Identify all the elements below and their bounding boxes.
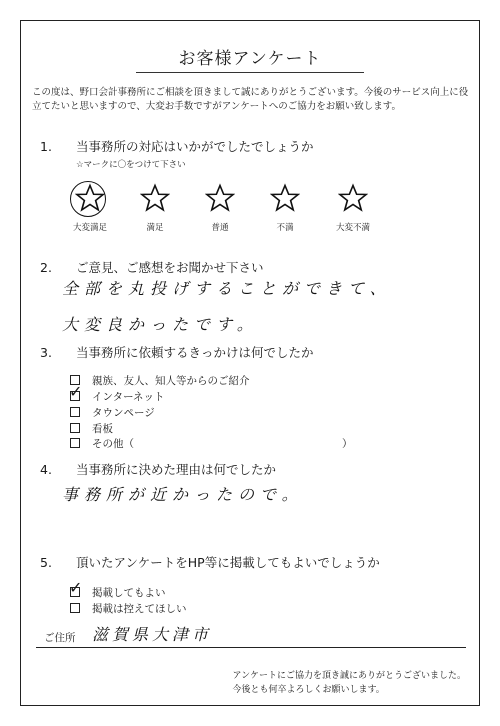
page-title: お客様アンケート bbox=[178, 49, 322, 69]
selection-circle bbox=[70, 181, 106, 217]
address-underline bbox=[36, 647, 466, 648]
check-mark-icon: ✓ bbox=[69, 578, 83, 597]
option-label: その他（ bbox=[92, 438, 134, 450]
star-icon bbox=[270, 183, 300, 213]
option-other-close: ） bbox=[342, 438, 353, 450]
question-2 bbox=[40, 258, 264, 276]
option-publish-ok[interactable] bbox=[69, 578, 166, 600]
rating-star-satisfied[interactable] bbox=[137, 183, 173, 219]
question-2-number: 2. bbox=[40, 260, 52, 275]
rating-label: 大変不満 bbox=[335, 223, 370, 233]
rating-label: 満足 bbox=[146, 223, 164, 233]
intro-text: この度は、野口会計事務所にご相談を頂きまして誠にありがとうございます。今後のサービス向上に役立てたいと思いますので、大変お手数ですがアンケートへのご協力をお願い致します。 bbox=[32, 87, 469, 112]
checkbox[interactable] bbox=[69, 578, 83, 597]
option-label: タウンページ bbox=[92, 407, 155, 419]
question-2-text: ご意見、ご感想をお聞かせ下さい bbox=[76, 260, 264, 275]
rating-label: 普通 bbox=[211, 223, 229, 233]
rating-label: 大変満足 bbox=[72, 223, 107, 233]
option-label: 親族、友人、知人等からのご紹介 bbox=[92, 375, 250, 387]
question-3 bbox=[40, 343, 314, 361]
option-referral[interactable] bbox=[70, 373, 250, 388]
checkbox[interactable] bbox=[69, 382, 83, 401]
checkbox[interactable] bbox=[70, 407, 80, 417]
question-3-number: 3. bbox=[40, 345, 52, 360]
option-publish-no[interactable] bbox=[70, 601, 187, 616]
rating-star-neutral[interactable] bbox=[202, 183, 238, 219]
star-icon bbox=[140, 183, 170, 213]
option-label: 看板 bbox=[92, 423, 113, 435]
question-1-number: 1. bbox=[40, 139, 52, 154]
question-5-text: 頂いたアンケートをHP等に掲載してもよいでしょうか bbox=[76, 555, 380, 570]
question-3-text: 当事務所に依頼するきっかけは何でしたか bbox=[76, 345, 314, 360]
check-mark-icon: ✓ bbox=[69, 382, 83, 401]
checkbox[interactable] bbox=[70, 603, 80, 613]
checkbox[interactable] bbox=[70, 438, 80, 448]
title-underline bbox=[136, 72, 364, 73]
question-2-answer-line-1: 全部を丸投げすることができて、 bbox=[62, 279, 392, 298]
rating-star-very-dissatisfied[interactable] bbox=[335, 183, 371, 219]
question-4 bbox=[40, 460, 276, 478]
option-other[interactable] bbox=[70, 436, 134, 451]
rating-star-dissatisfied[interactable] bbox=[267, 183, 303, 219]
footer-line-1: アンケートにご協力を頂き誠にありがとうございました。 bbox=[232, 671, 466, 681]
option-label: 掲載は控えてほしい bbox=[92, 603, 187, 615]
question-1-text: 当事務所の対応はいかがでしたでしょうか bbox=[76, 139, 314, 154]
question-5 bbox=[40, 553, 380, 571]
address-label: ご住所 bbox=[44, 632, 76, 644]
question-2-answer-line-2: 大変良かったです。 bbox=[62, 315, 259, 334]
star-icon bbox=[338, 183, 368, 213]
rating-star-very-satisfied[interactable] bbox=[72, 183, 108, 219]
checkbox[interactable] bbox=[70, 423, 80, 433]
footer-thanks bbox=[233, 669, 466, 697]
star-icon bbox=[205, 183, 235, 213]
option-label: インターネット bbox=[92, 391, 165, 403]
question-4-number: 4. bbox=[40, 462, 52, 477]
rating-label: 不満 bbox=[276, 223, 294, 233]
question-4-text: 当事務所に決めた理由は何でしたか bbox=[76, 462, 277, 477]
option-label: 掲載してもよい bbox=[92, 587, 166, 599]
address-value: 滋賀県大津市 bbox=[92, 625, 213, 644]
question-5-number: 5. bbox=[40, 555, 52, 570]
option-signboard[interactable] bbox=[70, 421, 113, 436]
footer-line-2: 今後とも何卒よろしくお願いします。 bbox=[232, 685, 385, 695]
option-internet[interactable] bbox=[69, 382, 165, 404]
question-4-answer: 事務所が近かったので。 bbox=[62, 485, 304, 504]
question-1 bbox=[40, 137, 314, 155]
option-townpage[interactable] bbox=[70, 405, 155, 420]
question-1-note: ☆マークに〇をつけて下さい bbox=[76, 160, 186, 170]
